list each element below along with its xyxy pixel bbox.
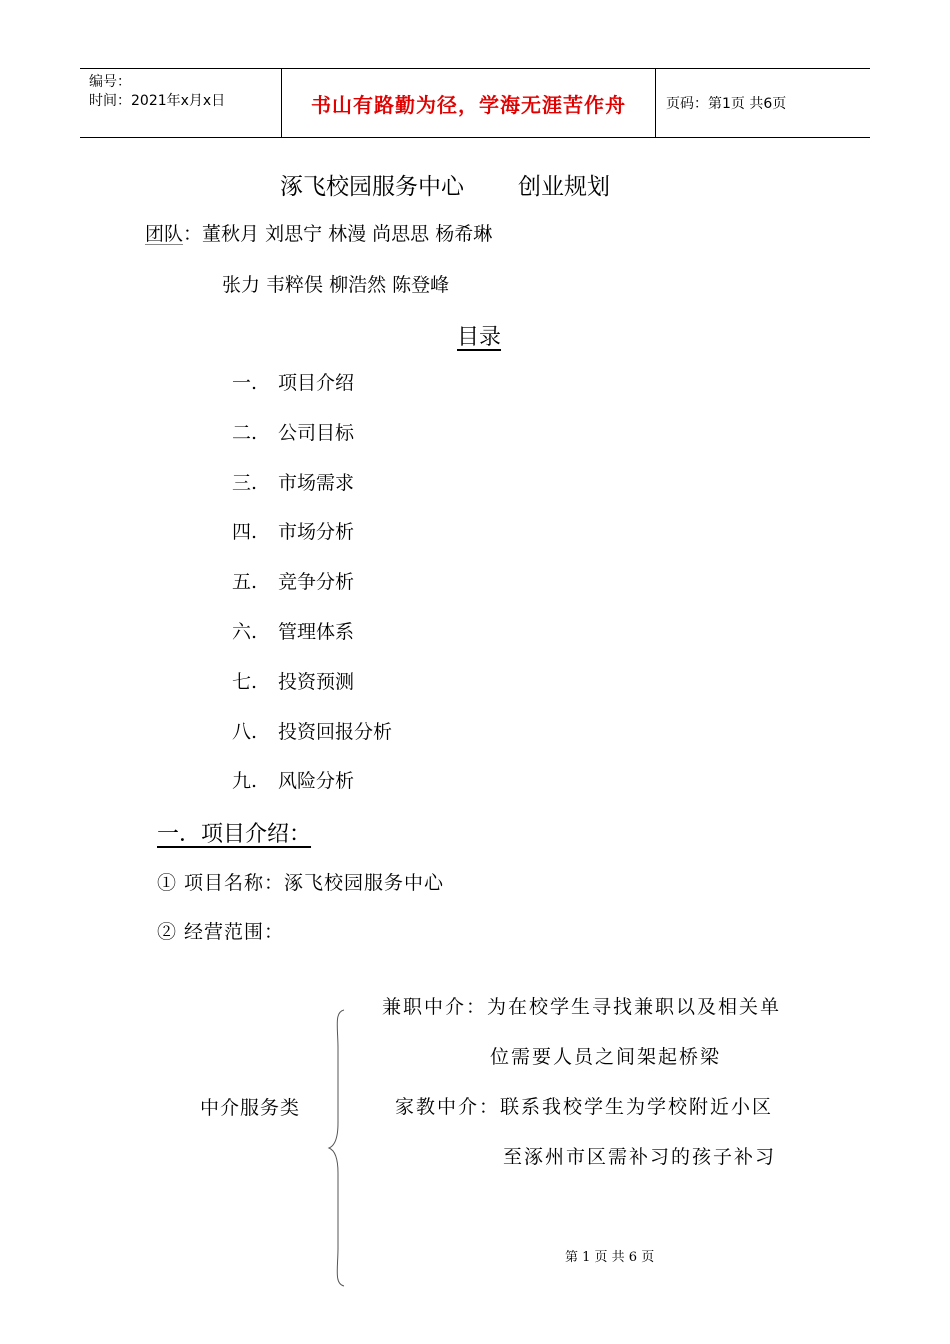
toc-title: 目录 — [457, 325, 502, 350]
section-heading-text: 一．项目介绍 — [157, 822, 290, 847]
toc-text: 公司目标 — [278, 421, 355, 444]
number-label: 编号： — [89, 74, 131, 90]
toc-item — [232, 569, 392, 619]
business-scope: ② 经营范围： — [157, 921, 285, 943]
toc-num: 三. — [232, 471, 258, 494]
time-label: 时间：2021年x月x日 — [89, 93, 226, 109]
team-label: 团队 — [145, 223, 184, 245]
toc-text: 投资回报分析 — [278, 720, 393, 743]
toc-num: 八. — [232, 720, 258, 743]
toc-list — [232, 370, 392, 818]
toc-num: 七. — [232, 670, 258, 693]
toc-item — [232, 370, 392, 420]
entry-parttime-1: 兼职中介：为在校学生寻找兼职以及相关单 — [382, 996, 782, 1018]
toc-num: 六. — [232, 620, 258, 643]
team-line-1 — [145, 219, 492, 246]
toc-item — [232, 719, 392, 769]
toc-text: 市场需求 — [278, 471, 355, 494]
toc-text: 管理体系 — [278, 620, 355, 643]
toc-num: 九. — [232, 770, 258, 793]
curly-brace — [326, 1008, 348, 1288]
motto: 书山有路勤为径，学海无涯苦作舟 — [282, 69, 656, 137]
title-main: 涿飞校园服务中心 — [280, 174, 464, 200]
entry-tutor-1: 家教中介：联系我校学生为学校附近小区 — [395, 1096, 774, 1118]
page-info: 页码：第1页 共6页 — [666, 96, 787, 112]
team-colon: ： — [183, 223, 203, 245]
toc-num: 四. — [232, 521, 258, 544]
toc-item — [232, 420, 392, 470]
toc-num: 一. — [232, 372, 258, 394]
toc-item — [232, 519, 392, 569]
toc-text: 市场分析 — [278, 521, 355, 544]
toc-text: 投资预测 — [278, 670, 355, 693]
toc-text: 风险分析 — [278, 770, 355, 793]
page-footer: 第 1 页 共 6 页 — [565, 1250, 655, 1265]
title-sub: 创业规划 — [518, 174, 610, 200]
toc-num: 二. — [232, 421, 258, 444]
document-title — [280, 168, 610, 201]
toc-item — [232, 619, 392, 669]
category-label: 中介服务类 — [200, 1097, 301, 1119]
entry-parttime-2: 位需要人员之间架起桥梁 — [490, 1046, 722, 1068]
toc-item — [232, 669, 392, 719]
toc-text: 竞争分析 — [278, 571, 355, 594]
toc-item — [232, 470, 392, 520]
team-members-1: 董秋月 刘思宁 林漫 尚思思 杨希琳 — [202, 223, 493, 245]
toc-num: 五. — [232, 571, 258, 594]
toc-text: 项目介绍 — [278, 372, 355, 394]
section-heading — [157, 817, 311, 848]
project-name: ① 项目名称：涿飞校园服务中心 — [157, 872, 445, 894]
section-heading-colon: ： — [289, 822, 312, 847]
header-table — [80, 68, 870, 138]
team-members-2: 张力 韦粹俣 柳浩然 陈登峰 — [222, 274, 450, 296]
entry-tutor-2: 至涿州市区需补习的孩子补习 — [503, 1146, 777, 1168]
header-meta-cell — [80, 69, 282, 137]
toc-item — [232, 768, 392, 818]
